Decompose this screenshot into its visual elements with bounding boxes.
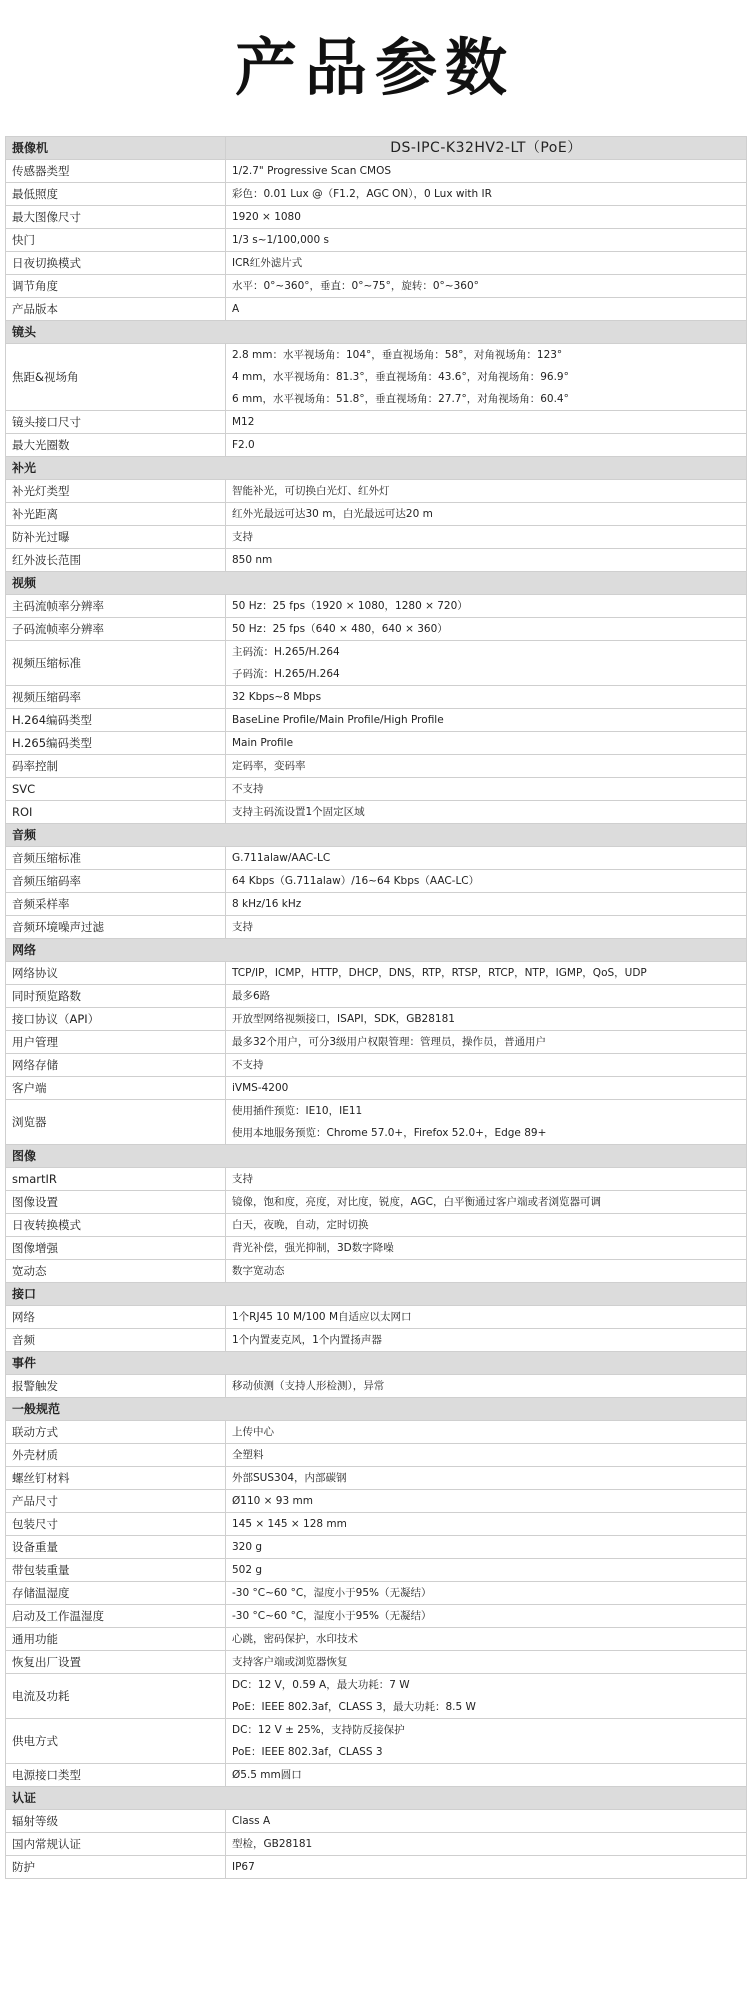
spec-value-line: 支持客户端或浏览器恢复 xyxy=(232,1656,348,1668)
table-row xyxy=(6,1467,747,1490)
spec-value-line: A xyxy=(232,303,240,315)
spec-value-line: 145 × 145 × 128 mm xyxy=(232,1518,347,1530)
spec-value-line: TCP/IP，ICMP，HTTP，DHCP，DNS，RTP，RTSP，RTCP，NTP，IGMP，QoS，UDP xyxy=(232,967,647,979)
table-row xyxy=(6,344,747,411)
spec-label: 客户端 xyxy=(6,1077,226,1100)
spec-value xyxy=(226,1260,747,1283)
spec-label: 接口协议（API） xyxy=(6,1008,226,1031)
spec-label: 带包装重量 xyxy=(6,1559,226,1582)
spec-label: 视频压缩标准 xyxy=(6,641,226,686)
section-title: 一般规范 xyxy=(6,1398,747,1421)
spec-label: 视频压缩码率 xyxy=(6,686,226,709)
table-row xyxy=(6,1513,747,1536)
table-row xyxy=(6,847,747,870)
spec-label: ROI xyxy=(6,801,226,824)
spec-value-line: BaseLine Profile/Main Profile/High Profile xyxy=(232,714,444,726)
spec-value-line: 移动侦测（支持人形检测），异常 xyxy=(232,1380,385,1392)
spec-value xyxy=(226,1536,747,1559)
spec-value-line: PoE：IEEE 802.3af，CLASS 3，最大功耗：8.5 W xyxy=(232,1701,476,1713)
spec-value-line: -30 °C~60 °C，湿度小于95%（无凝结） xyxy=(232,1587,432,1599)
spec-value xyxy=(226,755,747,778)
spec-value-line: 2.8 mm：水平视场角：104°，垂直视场角：58°，对角视场角：123° xyxy=(232,349,563,361)
spec-label: SVC xyxy=(6,778,226,801)
table-row xyxy=(6,183,747,206)
spec-value-line: 502 g xyxy=(232,1564,263,1576)
spec-value-line: 64 Kbps（G.711alaw）/16~64 Kbps（AAC-LC） xyxy=(232,875,480,887)
table-row xyxy=(6,709,747,732)
spec-value-line: 8 kHz/16 kHz xyxy=(232,898,302,910)
spec-label: H.264编码类型 xyxy=(6,709,226,732)
spec-value xyxy=(226,1810,747,1833)
spec-value-line: 320 g xyxy=(232,1541,263,1553)
spec-value-line: 50 Hz：25 fps（1920 × 1080，1280 × 720） xyxy=(232,600,468,612)
spec-value xyxy=(226,870,747,893)
spec-value xyxy=(226,709,747,732)
table-row xyxy=(6,755,747,778)
spec-value-line: ICR红外滤片式 xyxy=(232,257,303,269)
spec-value xyxy=(226,1833,747,1856)
table-row xyxy=(6,1444,747,1467)
section-title: 音频 xyxy=(6,824,747,847)
section-header-row xyxy=(6,572,747,595)
table-row xyxy=(6,916,747,939)
spec-value xyxy=(226,1467,747,1490)
spec-value xyxy=(226,686,747,709)
spec-label: 码率控制 xyxy=(6,755,226,778)
table-row xyxy=(6,618,747,641)
table-row xyxy=(6,1100,747,1145)
table-row xyxy=(6,1008,747,1031)
spec-label: 同时预览路数 xyxy=(6,985,226,1008)
table-row xyxy=(6,503,747,526)
table-row xyxy=(6,1191,747,1214)
spec-value-line: -30 °C~60 °C，湿度小于95%（无凝结） xyxy=(232,1610,432,1622)
spec-value xyxy=(226,732,747,755)
spec-table xyxy=(5,136,747,1879)
spec-label: 红外波长范围 xyxy=(6,549,226,572)
spec-value xyxy=(226,229,747,252)
spec-value xyxy=(226,549,747,572)
table-row xyxy=(6,206,747,229)
spec-value-line: Ø5.5 mm圆口 xyxy=(232,1769,302,1781)
table-row xyxy=(6,1651,747,1674)
spec-value xyxy=(226,1421,747,1444)
spec-label: 螺丝钉材料 xyxy=(6,1467,226,1490)
section-header-row xyxy=(6,1787,747,1810)
spec-value-line: 水平：0°~360°，垂直：0°~75°，旋转：0°~360° xyxy=(232,280,479,292)
section-header-row xyxy=(6,1352,747,1375)
section-header-row xyxy=(6,1145,747,1168)
spec-value-line: 子码流：H.265/H.264 xyxy=(232,668,340,680)
spec-value-line: iVMS-4200 xyxy=(232,1082,289,1094)
spec-label: 电流及功耗 xyxy=(6,1674,226,1719)
spec-label: 补光灯类型 xyxy=(6,480,226,503)
spec-value xyxy=(226,1077,747,1100)
table-row xyxy=(6,801,747,824)
spec-label: 调节角度 xyxy=(6,275,226,298)
spec-value-line: DC：12 V，0.59 A，最大功耗：7 W xyxy=(232,1679,410,1691)
table-row xyxy=(6,1237,747,1260)
spec-value-line: 主码流：H.265/H.264 xyxy=(232,646,340,658)
spec-value-line: M12 xyxy=(232,416,255,428)
spec-value-line: F2.0 xyxy=(232,439,255,451)
section-header-row xyxy=(6,1283,747,1306)
table-row xyxy=(6,160,747,183)
spec-value-line: 定码率，变码率 xyxy=(232,760,306,772)
spec-value xyxy=(226,1214,747,1237)
spec-value-line: 智能补光，可切换白光灯、红外灯 xyxy=(232,485,390,497)
spec-label: 国内常规认证 xyxy=(6,1833,226,1856)
spec-value xyxy=(226,160,747,183)
spec-label: 存储温湿度 xyxy=(6,1582,226,1605)
spec-label: 电源接口类型 xyxy=(6,1764,226,1787)
table-row xyxy=(6,480,747,503)
spec-value xyxy=(226,1651,747,1674)
spec-label: 音频 xyxy=(6,1329,226,1352)
spec-value xyxy=(226,595,747,618)
table-row xyxy=(6,595,747,618)
spec-value xyxy=(226,618,747,641)
spec-value xyxy=(226,1237,747,1260)
spec-value xyxy=(226,1513,747,1536)
spec-label: 音频压缩码率 xyxy=(6,870,226,893)
spec-value xyxy=(226,1764,747,1787)
spec-value-line: 外部SUS304，内部碳钢 xyxy=(232,1472,347,1484)
spec-value-line: 850 nm xyxy=(232,554,273,566)
table-row xyxy=(6,1260,747,1283)
spec-value-line: 红外光最远可达30 m，白光最远可达20 m xyxy=(232,508,433,520)
spec-value-line: IP67 xyxy=(232,1861,255,1873)
spec-label: 产品尺寸 xyxy=(6,1490,226,1513)
spec-value xyxy=(226,1719,747,1764)
spec-value-line: 不支持 xyxy=(232,783,264,795)
spec-label: 日夜转换模式 xyxy=(6,1214,226,1237)
section-title: 接口 xyxy=(6,1283,747,1306)
table-row xyxy=(6,1031,747,1054)
spec-value-line: G.711alaw/AAC-LC xyxy=(232,852,331,864)
spec-value xyxy=(226,1559,747,1582)
spec-value xyxy=(226,1444,747,1467)
spec-label: 浏览器 xyxy=(6,1100,226,1145)
table-row xyxy=(6,298,747,321)
spec-value xyxy=(226,206,747,229)
spec-value xyxy=(226,1582,747,1605)
spec-value xyxy=(226,1191,747,1214)
spec-value-line: 使用插件预览：IE10，IE11 xyxy=(232,1105,363,1117)
section-title: 镜头 xyxy=(6,321,747,344)
table-row xyxy=(6,1559,747,1582)
spec-value-line: 1个RJ45 10 M/100 M自适应以太网口 xyxy=(232,1311,412,1323)
spec-value xyxy=(226,434,747,457)
spec-label: 图像增强 xyxy=(6,1237,226,1260)
section-header-row xyxy=(6,321,747,344)
spec-label: 网络协议 xyxy=(6,962,226,985)
table-row xyxy=(6,962,747,985)
table-row xyxy=(6,275,747,298)
section-header-row xyxy=(6,1398,747,1421)
spec-value xyxy=(226,1856,747,1879)
spec-label: 子码流帧率分辨率 xyxy=(6,618,226,641)
table-row xyxy=(6,1536,747,1559)
table-row xyxy=(6,1375,747,1398)
spec-value-line: Class A xyxy=(232,1815,271,1827)
spec-label: 供电方式 xyxy=(6,1719,226,1764)
table-row xyxy=(6,893,747,916)
table-row xyxy=(6,732,747,755)
spec-label: 设备重量 xyxy=(6,1536,226,1559)
spec-value xyxy=(226,298,747,321)
spec-value xyxy=(226,985,747,1008)
table-row xyxy=(6,1582,747,1605)
spec-value-line: 1/3 s~1/100,000 s xyxy=(232,234,329,246)
section-title: 图像 xyxy=(6,1145,747,1168)
spec-value-line: DC：12 V ± 25%，支持防反接保护 xyxy=(232,1724,405,1736)
spec-value xyxy=(226,893,747,916)
table-row xyxy=(6,1628,747,1651)
spec-value xyxy=(226,503,747,526)
spec-label: 宽动态 xyxy=(6,1260,226,1283)
spec-label: 镜头接口尺寸 xyxy=(6,411,226,434)
spec-value-line: 1个内置麦克风，1个内置扬声器 xyxy=(232,1334,382,1346)
spec-value-line: 开放型网络视频接口，ISAPI，SDK，GB28181 xyxy=(232,1013,455,1025)
spec-value xyxy=(226,1168,747,1191)
spec-value xyxy=(226,1628,747,1651)
table-row xyxy=(6,985,747,1008)
spec-label: 传感器类型 xyxy=(6,160,226,183)
table-row xyxy=(6,549,747,572)
spec-value-line: 支持主码流设置1个固定区域 xyxy=(232,806,365,818)
spec-value-line: Ø110 × 93 mm xyxy=(232,1495,313,1507)
table-row xyxy=(6,1421,747,1444)
spec-label: 通用功能 xyxy=(6,1628,226,1651)
table-row xyxy=(6,1214,747,1237)
spec-value xyxy=(226,344,747,411)
spec-value xyxy=(226,962,747,985)
table-row xyxy=(6,1054,747,1077)
spec-value xyxy=(226,1329,747,1352)
table-row xyxy=(6,229,747,252)
table-row xyxy=(6,1856,747,1879)
spec-value xyxy=(226,801,747,824)
table-row xyxy=(6,1077,747,1100)
spec-label: 网络 xyxy=(6,1306,226,1329)
spec-value-line: 彩色：0.01 Lux @（F1.2，AGC ON），0 Lux with IR xyxy=(232,188,492,200)
spec-label: H.265编码类型 xyxy=(6,732,226,755)
spec-value-line: 背光补偿，强光抑制，3D数字降噪 xyxy=(232,1242,394,1254)
spec-label: 补光距离 xyxy=(6,503,226,526)
table-row xyxy=(6,1306,747,1329)
table-row xyxy=(6,1605,747,1628)
spec-value-line: Main Profile xyxy=(232,737,294,749)
spec-label: 包装尺寸 xyxy=(6,1513,226,1536)
spec-value xyxy=(226,252,747,275)
spec-label: 启动及工作温湿度 xyxy=(6,1605,226,1628)
spec-value xyxy=(226,1306,747,1329)
spec-table-body xyxy=(6,137,747,1879)
table-row xyxy=(6,411,747,434)
spec-label: 恢复出厂设置 xyxy=(6,1651,226,1674)
spec-label: 外壳材质 xyxy=(6,1444,226,1467)
spec-label: 音频环境噪声过滤 xyxy=(6,916,226,939)
spec-value xyxy=(226,411,747,434)
spec-label: 最大图像尺寸 xyxy=(6,206,226,229)
model-name: DS-IPC-K32HV2-LT（PoE） xyxy=(226,137,747,160)
table-row xyxy=(6,778,747,801)
spec-label: 报警触发 xyxy=(6,1375,226,1398)
table-row xyxy=(6,434,747,457)
section-title: 视频 xyxy=(6,572,747,595)
table-row xyxy=(6,1764,747,1787)
spec-value xyxy=(226,1008,747,1031)
spec-value-line: 1/2.7" Progressive Scan CMOS xyxy=(232,165,392,177)
spec-value-line: 使用本地服务预览：Chrome 57.0+，Firefox 52.0+，Edge 89+ xyxy=(232,1127,547,1139)
spec-value-line: 镜像，饱和度，亮度，对比度，锐度，AGC，白平衡通过客户端或者浏览器可调 xyxy=(232,1196,601,1208)
section-title: 认证 xyxy=(6,1787,747,1810)
table-row xyxy=(6,641,747,686)
spec-label: 最大光圈数 xyxy=(6,434,226,457)
table-header-row xyxy=(6,137,747,160)
table-row xyxy=(6,1490,747,1513)
spec-label: 辐射等级 xyxy=(6,1810,226,1833)
section-title: 事件 xyxy=(6,1352,747,1375)
section-title: 网络 xyxy=(6,939,747,962)
spec-value-line: 全塑料 xyxy=(232,1449,264,1461)
header-label: 摄像机 xyxy=(6,137,226,160)
spec-value-line: PoE：IEEE 802.3af，CLASS 3 xyxy=(232,1746,383,1758)
section-header-row xyxy=(6,939,747,962)
section-header-row xyxy=(6,824,747,847)
spec-value-line: 支持 xyxy=(232,1173,253,1185)
spec-value-line: 6 mm，水平视场角：51.8°，垂直视场角：27.7°，对角视场角：60.4° xyxy=(232,393,569,405)
spec-value xyxy=(226,1375,747,1398)
spec-label: 音频压缩标准 xyxy=(6,847,226,870)
spec-value xyxy=(226,641,747,686)
spec-label: 焦距&视场角 xyxy=(6,344,226,411)
table-row xyxy=(6,252,747,275)
spec-value xyxy=(226,1674,747,1719)
spec-label: 联动方式 xyxy=(6,1421,226,1444)
spec-label: 防补光过曝 xyxy=(6,526,226,549)
spec-value xyxy=(226,480,747,503)
spec-value-line: 50 Hz：25 fps（640 × 480，640 × 360） xyxy=(232,623,448,635)
spec-label: 产品版本 xyxy=(6,298,226,321)
table-row xyxy=(6,1674,747,1719)
table-row xyxy=(6,526,747,549)
spec-value xyxy=(226,275,747,298)
section-title: 补光 xyxy=(6,457,747,480)
spec-value xyxy=(226,526,747,549)
spec-value-line: 白天，夜晚，自动，定时切换 xyxy=(232,1219,369,1231)
spec-value-line: 最多6路 xyxy=(232,990,271,1002)
spec-value xyxy=(226,847,747,870)
spec-value-line: 上传中心 xyxy=(232,1426,274,1438)
spec-value xyxy=(226,183,747,206)
spec-value xyxy=(226,1054,747,1077)
spec-value xyxy=(226,1031,747,1054)
spec-label: 音频采样率 xyxy=(6,893,226,916)
spec-value-line: 支持 xyxy=(232,531,253,543)
spec-value xyxy=(226,778,747,801)
table-row xyxy=(6,1833,747,1856)
spec-label: 主码流帧率分辨率 xyxy=(6,595,226,618)
spec-label: 防护 xyxy=(6,1856,226,1879)
spec-value-line: 32 Kbps~8 Mbps xyxy=(232,691,322,703)
spec-label: 日夜切换模式 xyxy=(6,252,226,275)
spec-value-line: 4 mm，水平视场角：81.3°，垂直视场角：43.6°，对角视场角：96.9° xyxy=(232,371,569,383)
spec-value xyxy=(226,1100,747,1145)
spec-value-line: 不支持 xyxy=(232,1059,264,1071)
spec-value-line: 支持 xyxy=(232,921,253,933)
table-row xyxy=(6,686,747,709)
table-row xyxy=(6,870,747,893)
table-row xyxy=(6,1719,747,1764)
spec-value-line: 数字宽动态 xyxy=(232,1265,285,1277)
spec-value xyxy=(226,1605,747,1628)
spec-label: smartIR xyxy=(6,1168,226,1191)
table-row xyxy=(6,1329,747,1352)
spec-value-line: 心跳，密码保护，水印技术 xyxy=(232,1633,358,1645)
spec-label: 快门 xyxy=(6,229,226,252)
spec-value-line: 1920 × 1080 xyxy=(232,211,301,223)
spec-label: 图像设置 xyxy=(6,1191,226,1214)
table-row xyxy=(6,1168,747,1191)
section-header-row xyxy=(6,457,747,480)
spec-label: 最低照度 xyxy=(6,183,226,206)
spec-label: 网络存储 xyxy=(6,1054,226,1077)
spec-value-line: 最多32个用户，可分3级用户权限管理：管理员，操作员，普通用户 xyxy=(232,1036,547,1048)
page-title: 产品参数 xyxy=(234,31,515,104)
spec-value-line: 型检，GB28181 xyxy=(232,1838,313,1850)
spec-value xyxy=(226,916,747,939)
table-row xyxy=(6,1810,747,1833)
spec-label: 用户管理 xyxy=(6,1031,226,1054)
spec-value xyxy=(226,1490,747,1513)
